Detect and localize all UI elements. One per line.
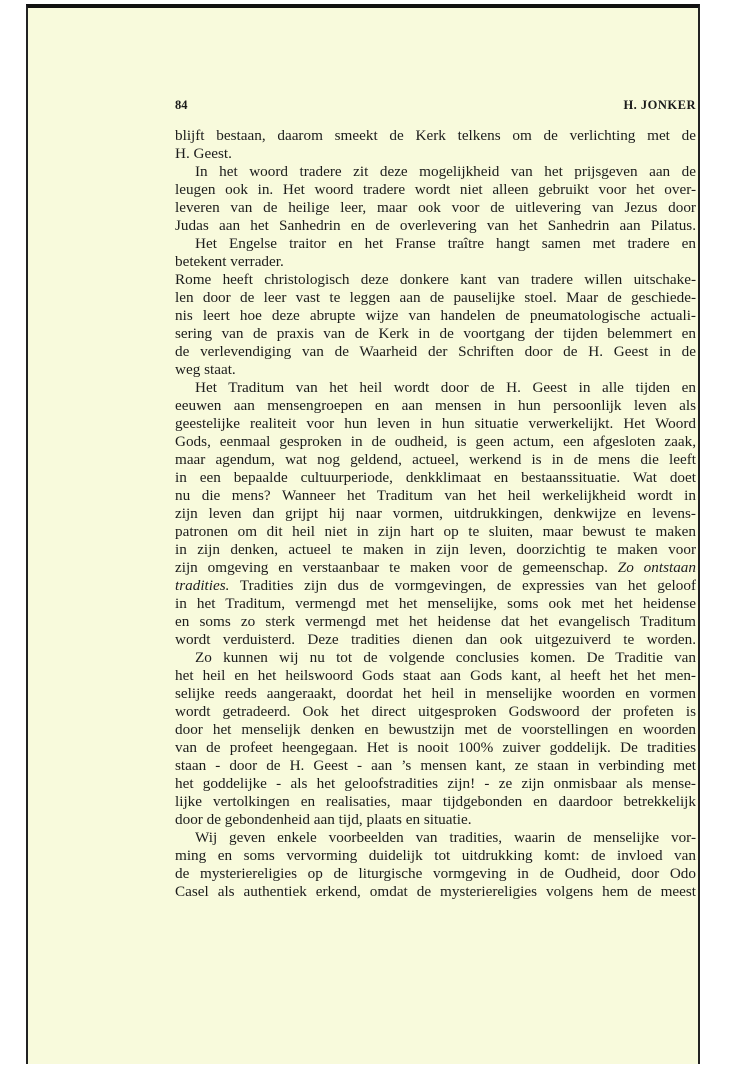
text-segment: van de profeet heengegaan. Het is nooit 100% zuiver goddelijk. De tradities xyxy=(175,739,696,756)
text-line xyxy=(175,685,696,703)
text-line xyxy=(175,829,696,847)
text-segment: geestelijke realiteit voor hun leven in hun situatie verwerkelijkt. Het Woord xyxy=(175,415,696,432)
text-segment: len door de leer vast te leggen aan de pauselijke stoel. Maar de geschiede- xyxy=(175,289,696,306)
text-line xyxy=(175,613,696,631)
text-segment: Zo kunnen wij nu tot de volgende conclusies komen. De Traditie van xyxy=(195,649,696,666)
text-line xyxy=(175,451,696,469)
text-segment: in het Traditum, vermengd met het menselijke, soms ook met het heidense xyxy=(175,595,696,612)
text-line xyxy=(175,595,696,613)
text-line xyxy=(175,577,696,595)
text-segment: het heil en het heilswoord Gods staat aan Gods kant, al heeft het het men- xyxy=(175,667,696,684)
text-segment: patronen om dit heil niet in zijn hart op te sluiten, maar bewust te maken xyxy=(175,523,696,540)
text-line xyxy=(175,883,696,901)
text-segment: in zijn denken, actueel te maken in zijn leven, doorzichtig te maken voor xyxy=(175,541,696,558)
text-line xyxy=(175,235,696,253)
text-segment: In het woord tradere zit deze mogelijkheid van het prijsgeven aan de xyxy=(195,163,696,180)
text-line xyxy=(175,253,696,271)
text-segment: zijn leven dan grijpt hij naar vormen, uitdrukkingen, denkwijze en levens- xyxy=(175,505,696,522)
text-line xyxy=(175,793,696,811)
text-line xyxy=(175,775,696,793)
text-segment: Casel als authentiek erkend, omdat de mysteriereligies volgens hem de meest xyxy=(175,883,696,900)
body-text xyxy=(175,127,696,901)
text-line xyxy=(175,271,696,289)
text-line xyxy=(175,703,696,721)
text-line xyxy=(175,181,696,199)
text-segment: blijft bestaan, daarom smeekt de Kerk telkens om de verlichting met de xyxy=(175,127,696,144)
scanned-page xyxy=(26,4,700,1064)
text-line xyxy=(175,757,696,775)
text-line xyxy=(175,721,696,739)
text-segment: wordt verduisterd. Deze tradities dienen dan ook uitgezuiverd te worden. xyxy=(175,631,696,648)
text-segment: nis leert hoe deze abrupte wijze van handelen de pneumatologische actuali- xyxy=(175,307,696,324)
text-segment: maar agendum, wat nog geldend, actueel, werkend is in de mens die leeft xyxy=(175,451,696,468)
italic-text: Zo ontstaan xyxy=(617,559,696,576)
text-line xyxy=(175,469,696,487)
text-segment: lijke vertolkingen en realisaties, maar tijdgebonden en daardoor betrekkelijk xyxy=(175,793,696,810)
text-line xyxy=(175,307,696,325)
text-segment: Het Traditum van het heil wordt door de H. Geest in alle tijden en xyxy=(195,379,696,396)
text-line xyxy=(175,199,696,217)
text-segment: de verlevendiging van de Waarheid der Schriften door de H. Geest in de xyxy=(175,343,696,360)
text-segment: ming en soms vervorming duidelijk tot uitdrukking komt: de invloed van xyxy=(175,847,696,864)
text-segment: Wij geven enkele voorbeelden van tradities, waarin de menselijke vor- xyxy=(195,829,696,846)
text-line xyxy=(175,847,696,865)
text-line xyxy=(175,415,696,433)
text-segment: eeuwen aan mensengroepen en aan mensen in hun persoonlijk leven als xyxy=(175,397,696,414)
text-line xyxy=(175,325,696,343)
text-line xyxy=(175,811,696,829)
italic-text: tradities. xyxy=(175,577,230,594)
text-line xyxy=(175,289,696,307)
running-head: H. JONKER xyxy=(623,98,696,112)
text-segment: staan - door de H. Geest - aan ’s mensen kant, ze staan in verbinding met xyxy=(175,757,696,774)
text-line xyxy=(175,127,696,145)
text-segment: de mysteriereligies op de liturgische vormgeving in de Oudheid, door Odo xyxy=(175,865,696,882)
text-segment: door de gebondenheid aan tijd, plaats en situatie. xyxy=(175,811,472,828)
text-line xyxy=(175,865,696,883)
text-segment: het goddelijke - als het geloofstradities zijn! - ze zijn onmisbaar als mense- xyxy=(175,775,696,792)
text-segment: en soms zo sterk vermengd met het heidense dat het evangelisch Traditum xyxy=(175,613,696,630)
text-line xyxy=(175,163,696,181)
text-segment: nu die mens? Wanneer het Traditum van het heil werkelijkheid wordt in xyxy=(175,487,696,504)
text-line xyxy=(175,649,696,667)
text-segment: betekent verrader. xyxy=(175,253,284,270)
text-segment: leugen ook in. Het woord tradere wordt niet alleen gebruikt voor het over- xyxy=(175,181,696,198)
text-line xyxy=(175,559,696,577)
text-segment: leveren van de heilige leer, maar ook voor de uitlevering van Jezus door xyxy=(175,199,696,216)
text-segment: H. Geest. xyxy=(175,145,232,162)
text-line xyxy=(175,505,696,523)
text-line xyxy=(175,145,696,163)
text-line xyxy=(175,379,696,397)
text-segment: Het Engelse traitor en het Franse traître hangt samen met tradere en xyxy=(195,235,696,252)
page-number: 84 xyxy=(175,98,188,112)
text-line xyxy=(175,487,696,505)
text-segment: Judas aan het Sanhedrin en de overlevering van het Sanhedrin aan Pilatus. xyxy=(175,217,696,234)
text-segment: wordt getradeerd. Ook het direct uitgesproken Godswoord der profeten is xyxy=(175,703,696,720)
text-line xyxy=(175,739,696,757)
text-segment: in een bepaalde cultuurperiode, denkklimaat en bestaanssituatie. Wat doet xyxy=(175,469,696,486)
page-header xyxy=(175,98,696,116)
text-line xyxy=(175,631,696,649)
text-line xyxy=(175,343,696,361)
text-segment: zijn omgeving en verstaanbaar te maken voor de gemeenschap. xyxy=(175,559,618,576)
text-segment: Tradities zijn dus de vormgevingen, de expressies van het geloof xyxy=(229,577,696,594)
text-segment: sering van de praxis van de Kerk in de voortgang der tijden belemmert en xyxy=(175,325,696,342)
text-line xyxy=(175,361,696,379)
text-segment: weg staat. xyxy=(175,361,236,378)
text-segment: Rome heeft christologisch deze donkere kant van tradere willen uitschake- xyxy=(175,271,696,288)
text-line xyxy=(175,667,696,685)
text-line xyxy=(175,397,696,415)
text-line xyxy=(175,433,696,451)
text-line xyxy=(175,217,696,235)
text-segment: selijke reeds aangeraakt, doordat het heil in menselijke woorden en vormen xyxy=(175,685,696,702)
text-line xyxy=(175,523,696,541)
text-segment: door het menselijk denken en bewustzijn met de voorstellingen en woorden xyxy=(175,721,696,738)
text-segment: Gods, eenmaal gesproken in de oudheid, is geen actum, een afgesloten zaak, xyxy=(175,433,696,450)
text-line xyxy=(175,541,696,559)
